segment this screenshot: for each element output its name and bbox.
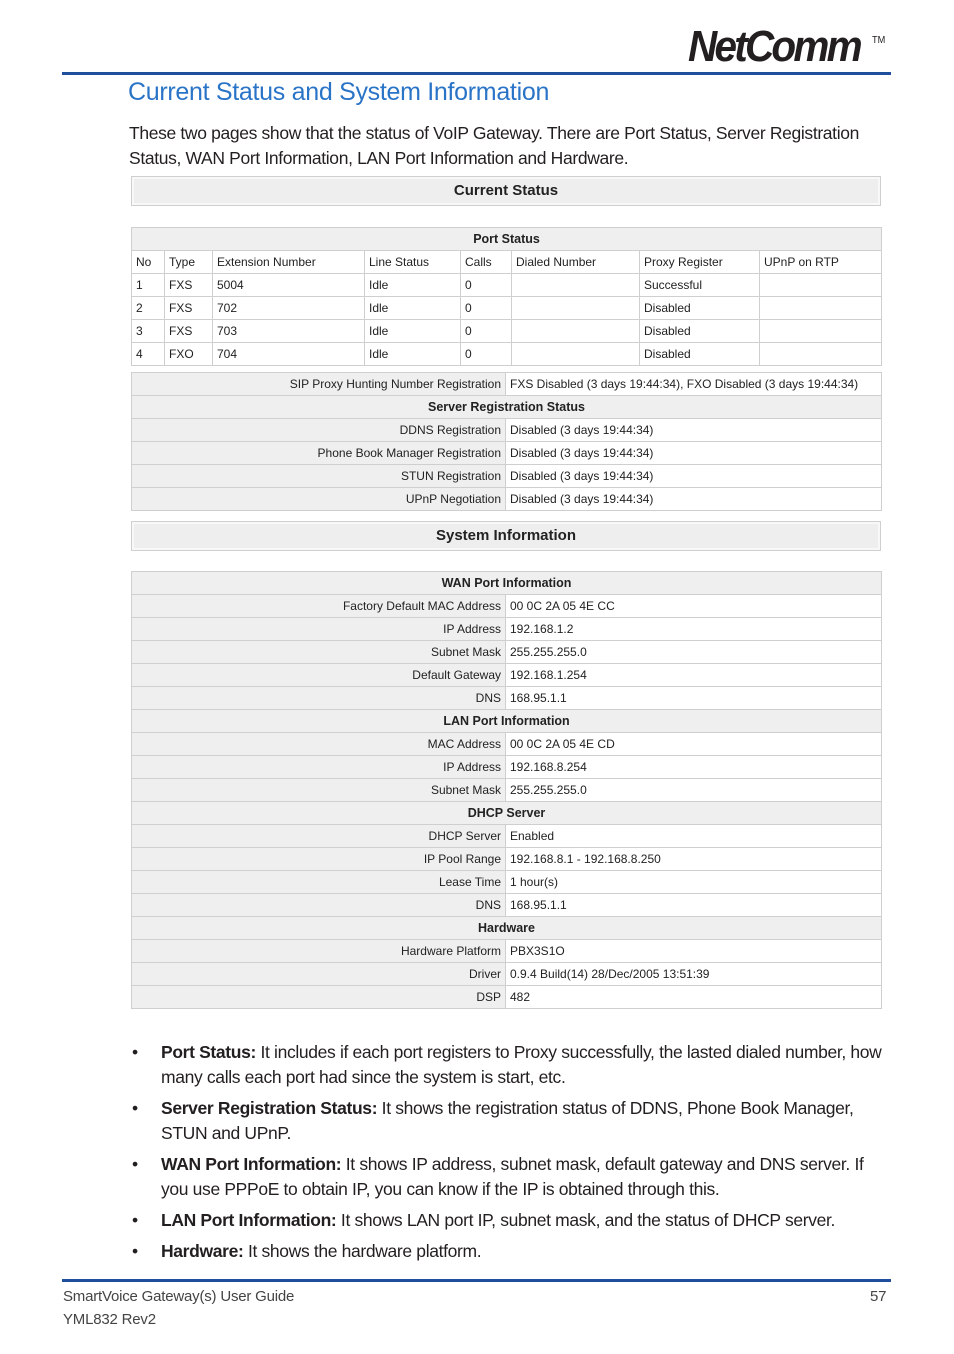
table-cell: Idle <box>365 274 461 297</box>
table-cell <box>760 297 882 320</box>
table-cell: Disabled <box>640 320 760 343</box>
field-value: 00 0C 2A 05 4E CD <box>506 733 882 756</box>
table-row <box>132 442 882 465</box>
column-header: Calls <box>461 251 512 274</box>
field-label: IP Pool Range <box>132 848 506 871</box>
sip-hunting-label: SIP Proxy Hunting Number Registration <box>132 373 506 396</box>
list-item <box>132 1239 892 1264</box>
column-header: Proxy Register <box>640 251 760 274</box>
bullet-text: It shows the hardware platform. <box>243 1241 482 1261</box>
bullet-text: It shows IP address, subnet mask, default gateway and DNS server. If you use PPPoE to obtain IP, you can know if the IP is obtained through this. <box>161 1154 864 1199</box>
table-cell: 0 <box>461 320 512 343</box>
table-row <box>132 848 882 871</box>
table-cell: Successful <box>640 274 760 297</box>
table-cell <box>512 343 640 366</box>
port-status-table <box>131 227 882 366</box>
table-row <box>132 779 882 802</box>
field-label: IP Address <box>132 756 506 779</box>
table-cell: 703 <box>213 320 365 343</box>
table-row <box>132 419 882 442</box>
sip-hunting-value: FXS Disabled (3 days 19:44:34), FXO Disabled (3 days 19:44:34) <box>506 373 882 396</box>
table-row <box>132 986 882 1009</box>
footer-rule <box>62 1279 891 1282</box>
field-value: 192.168.8.1 - 192.168.8.250 <box>506 848 882 871</box>
table-cell: FXS <box>165 274 213 297</box>
field-label: Default Gateway <box>132 664 506 687</box>
footer-revision: YML832 Rev2 <box>63 1311 156 1328</box>
field-value: 168.95.1.1 <box>506 894 882 917</box>
table-row <box>132 733 882 756</box>
wan-port-title: WAN Port Information <box>132 572 882 595</box>
table-row <box>132 297 882 320</box>
table-cell: Disabled <box>640 343 760 366</box>
column-header: Extension Number <box>213 251 365 274</box>
list-item <box>132 1208 892 1233</box>
page-number: 57 <box>870 1288 887 1305</box>
table-row <box>132 343 882 366</box>
table-cell: 5004 <box>213 274 365 297</box>
header-rule <box>62 72 891 75</box>
column-header: UPnP on RTP <box>760 251 882 274</box>
table-cell: 0 <box>461 297 512 320</box>
table-row <box>132 664 882 687</box>
table-row <box>132 963 882 986</box>
list-item <box>132 1096 892 1146</box>
field-value: 255.255.255.0 <box>506 779 882 802</box>
field-value: 192.168.1.2 <box>506 618 882 641</box>
table-cell: 2 <box>132 297 165 320</box>
field-label: DDNS Registration <box>132 419 506 442</box>
footer-guide-title: SmartVoice Gateway(s) User Guide <box>63 1288 295 1305</box>
field-label: IP Address <box>132 618 506 641</box>
field-value: Disabled (3 days 19:44:34) <box>506 419 882 442</box>
table-cell: FXO <box>165 343 213 366</box>
field-value: Disabled (3 days 19:44:34) <box>506 442 882 465</box>
dhcp-server-title: DHCP Server <box>132 802 882 825</box>
field-label: DSP <box>132 986 506 1009</box>
bullet-term: Server Registration Status: <box>161 1098 378 1118</box>
table-row <box>132 687 882 710</box>
table-cell: 0 <box>461 274 512 297</box>
system-information-band: System Information <box>131 521 881 551</box>
bullet-text: It shows LAN port IP, subnet mask, and the status of DHCP server. <box>336 1210 836 1230</box>
registration-table <box>131 372 882 511</box>
table-row <box>132 641 882 664</box>
table-row <box>132 756 882 779</box>
field-value: 1 hour(s) <box>506 871 882 894</box>
bullet-text: It includes if each port registers to Proxy successfully, the lasted dialed number, how many calls each port had since the system is start, etc. <box>161 1042 882 1087</box>
hardware-title: Hardware <box>132 917 882 940</box>
field-value: 0.9.4 Build(14) 28/Dec/2005 13:51:39 <box>506 963 882 986</box>
table-cell: Idle <box>365 297 461 320</box>
field-label: Driver <box>132 963 506 986</box>
field-value: 192.168.1.254 <box>506 664 882 687</box>
table-cell: 702 <box>213 297 365 320</box>
column-header: Type <box>165 251 213 274</box>
table-cell: Idle <box>365 343 461 366</box>
list-item <box>132 1152 892 1202</box>
field-label: Subnet Mask <box>132 641 506 664</box>
column-header: Line Status <box>365 251 461 274</box>
bullet-term: WAN Port Information: <box>161 1154 342 1174</box>
bullet-icon: • <box>132 1154 138 1174</box>
table-row <box>132 373 882 396</box>
bullet-icon: • <box>132 1210 138 1230</box>
column-header: No <box>132 251 165 274</box>
table-row <box>132 871 882 894</box>
intro-paragraph: These two pages show that the status of VoIP Gateway. There are Port Status, Server Registration Status, WAN Port Information, LAN Port Information and Hardware. <box>129 123 860 168</box>
table-cell: FXS <box>165 320 213 343</box>
field-label: Factory Default MAC Address <box>132 595 506 618</box>
table-row <box>132 618 882 641</box>
field-label: DHCP Server <box>132 825 506 848</box>
bullet-icon: • <box>132 1042 138 1062</box>
logo-text: NetComm <box>688 22 860 71</box>
trademark-mark: TM <box>872 35 886 46</box>
table-row <box>132 488 882 511</box>
bullet-icon: • <box>132 1098 138 1118</box>
table-row <box>132 320 882 343</box>
table-cell: Idle <box>365 320 461 343</box>
table-cell: FXS <box>165 297 213 320</box>
page-title: Current Status and System Information <box>128 78 550 106</box>
table-cell <box>760 274 882 297</box>
table-row <box>132 825 882 848</box>
table-cell <box>512 320 640 343</box>
table-row <box>132 940 882 963</box>
field-label: MAC Address <box>132 733 506 756</box>
field-label: Hardware Platform <box>132 940 506 963</box>
system-information-table <box>131 571 882 1009</box>
lan-port-title: LAN Port Information <box>132 710 882 733</box>
table-cell: 4 <box>132 343 165 366</box>
bullet-icon: • <box>132 1241 138 1261</box>
table-row <box>132 274 882 297</box>
field-label: DNS <box>132 687 506 710</box>
field-label: UPnP Negotiation <box>132 488 506 511</box>
current-status-band: Current Status <box>131 176 881 206</box>
field-label: Subnet Mask <box>132 779 506 802</box>
bullet-term: LAN Port Information: <box>161 1210 337 1230</box>
field-value: PBX3S1O <box>506 940 882 963</box>
field-value: 482 <box>506 986 882 1009</box>
bullet-list <box>132 1040 892 1270</box>
table-cell <box>512 274 640 297</box>
field-value: 00 0C 2A 05 4E CC <box>506 595 882 618</box>
field-value: Enabled <box>506 825 882 848</box>
list-item <box>132 1040 892 1090</box>
field-label: DNS <box>132 894 506 917</box>
field-value: Disabled (3 days 19:44:34) <box>506 488 882 511</box>
field-label: Phone Book Manager Registration <box>132 442 506 465</box>
field-label: Lease Time <box>132 871 506 894</box>
table-cell: Disabled <box>640 297 760 320</box>
table-row <box>132 894 882 917</box>
field-value: 168.95.1.1 <box>506 687 882 710</box>
netcomm-logo <box>688 22 886 72</box>
column-header: Dialed Number <box>512 251 640 274</box>
table-cell <box>512 297 640 320</box>
field-label: STUN Registration <box>132 465 506 488</box>
port-status-title: Port Status <box>132 228 882 251</box>
bullet-term: Port Status: <box>161 1042 256 1062</box>
table-cell <box>760 320 882 343</box>
table-cell: 1 <box>132 274 165 297</box>
field-value: 255.255.255.0 <box>506 641 882 664</box>
table-cell: 3 <box>132 320 165 343</box>
bullet-text: It shows the registration status of DDNS, Phone Book Manager, STUN and UPnP. <box>161 1098 854 1143</box>
field-value: Disabled (3 days 19:44:34) <box>506 465 882 488</box>
table-cell <box>760 343 882 366</box>
server-registration-title: Server Registration Status <box>132 396 882 419</box>
table-row <box>132 595 882 618</box>
table-cell: 0 <box>461 343 512 366</box>
table-cell: 704 <box>213 343 365 366</box>
table-row <box>132 465 882 488</box>
field-value: 192.168.8.254 <box>506 756 882 779</box>
bullet-term: Hardware: <box>161 1241 244 1261</box>
